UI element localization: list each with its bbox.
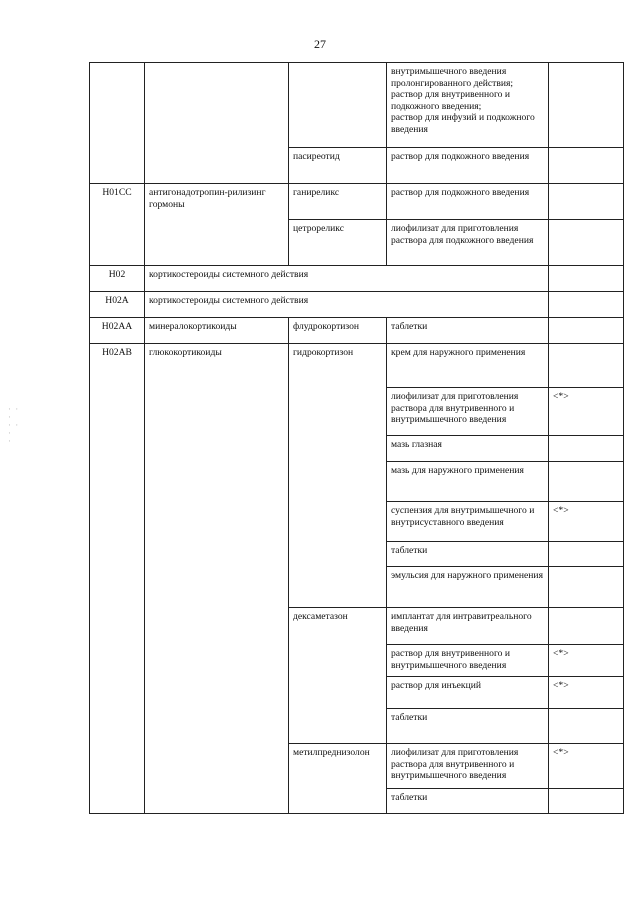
atc-code-cell [90, 63, 145, 184]
group-cell: антигонадотропин-рилизинг гормоны [145, 184, 289, 266]
note-cell [549, 148, 624, 184]
atc-code-cell: H02 [90, 266, 145, 292]
form-cell: раствор для подкожного введения [387, 148, 549, 184]
group-cell: кортикостероиды системного действия [145, 266, 549, 292]
note-cell [549, 542, 624, 567]
table-row [90, 318, 624, 344]
form-cell: крем для наружного применения [387, 344, 549, 388]
note-cell [549, 318, 624, 344]
drug-cell: дексаметазон [289, 608, 387, 744]
drug-cell: ганиреликс [289, 184, 387, 220]
note-cell: <*> [549, 502, 624, 542]
note-cell [549, 709, 624, 744]
form-cell: мазь глазная [387, 436, 549, 462]
note-cell: <*> [549, 744, 624, 789]
drug-cell: цетрореликс [289, 220, 387, 266]
form-cell: лиофилизат для приготовления раствора для внутривенного и внутримышечного введения [387, 744, 549, 789]
table-row [90, 266, 624, 292]
form-cell: раствор для инъекций [387, 677, 549, 709]
atc-code-cell: H02AB [90, 344, 145, 814]
note-cell [549, 63, 624, 148]
table-row [90, 292, 624, 318]
group-cell: глюкокортикоиды [145, 344, 289, 814]
note-cell: <*> [549, 645, 624, 677]
note-cell: <*> [549, 388, 624, 436]
form-cell: эмульсия для наружного применения [387, 567, 549, 608]
drug-cell: метилпреднизолон [289, 744, 387, 814]
form-cell: суспензия для внутримышечного и внутрисуставного введения [387, 502, 549, 542]
form-cell: таблетки [387, 709, 549, 744]
form-cell: мазь для наружного применения [387, 462, 549, 502]
form-cell: имплантат для интравитреального введения [387, 608, 549, 645]
note-cell [549, 184, 624, 220]
note-cell [549, 789, 624, 814]
form-cell: раствор для подкожного введения [387, 184, 549, 220]
note-cell [549, 344, 624, 388]
drug-table [89, 62, 624, 814]
page-number: 27 [314, 37, 326, 51]
note-cell [549, 462, 624, 502]
drug-cell [289, 63, 387, 148]
note-cell [549, 567, 624, 608]
note-cell [549, 608, 624, 645]
atc-code-cell: H02A [90, 292, 145, 318]
table-row [90, 63, 624, 148]
atc-code-cell: H02AA [90, 318, 145, 344]
form-cell: таблетки [387, 318, 549, 344]
note-cell [549, 292, 624, 318]
group-cell: кортикостероиды системного действия [145, 292, 549, 318]
form-cell: лиофилизат для приготовления раствора для подкожного введения [387, 220, 549, 266]
drug-cell: гидрокортизон [289, 344, 387, 608]
atc-code-cell: H01CC [90, 184, 145, 266]
form-cell: раствор для внутривенного и внутримышечного введения [387, 645, 549, 677]
drug-cell: пасиреотид [289, 148, 387, 184]
table-row [90, 344, 624, 388]
form-cell: внутримышечного введения пролонгированного действия; раствор для внутривенного и подкожного введения; раствор для инфузий и подкожного введения [387, 63, 549, 148]
drug-cell: флудрокортизон [289, 318, 387, 344]
note-cell [549, 266, 624, 292]
scan-artifact: · · · · · · · [8, 404, 20, 446]
form-cell: таблетки [387, 542, 549, 567]
group-cell: минералокортикоиды [145, 318, 289, 344]
note-cell [549, 436, 624, 462]
group-cell [145, 63, 289, 184]
note-cell [549, 220, 624, 266]
form-cell: таблетки [387, 789, 549, 814]
form-cell: лиофилизат для приготовления раствора для внутривенного и внутримышечного введения [387, 388, 549, 436]
note-cell: <*> [549, 677, 624, 709]
table-row [90, 184, 624, 220]
